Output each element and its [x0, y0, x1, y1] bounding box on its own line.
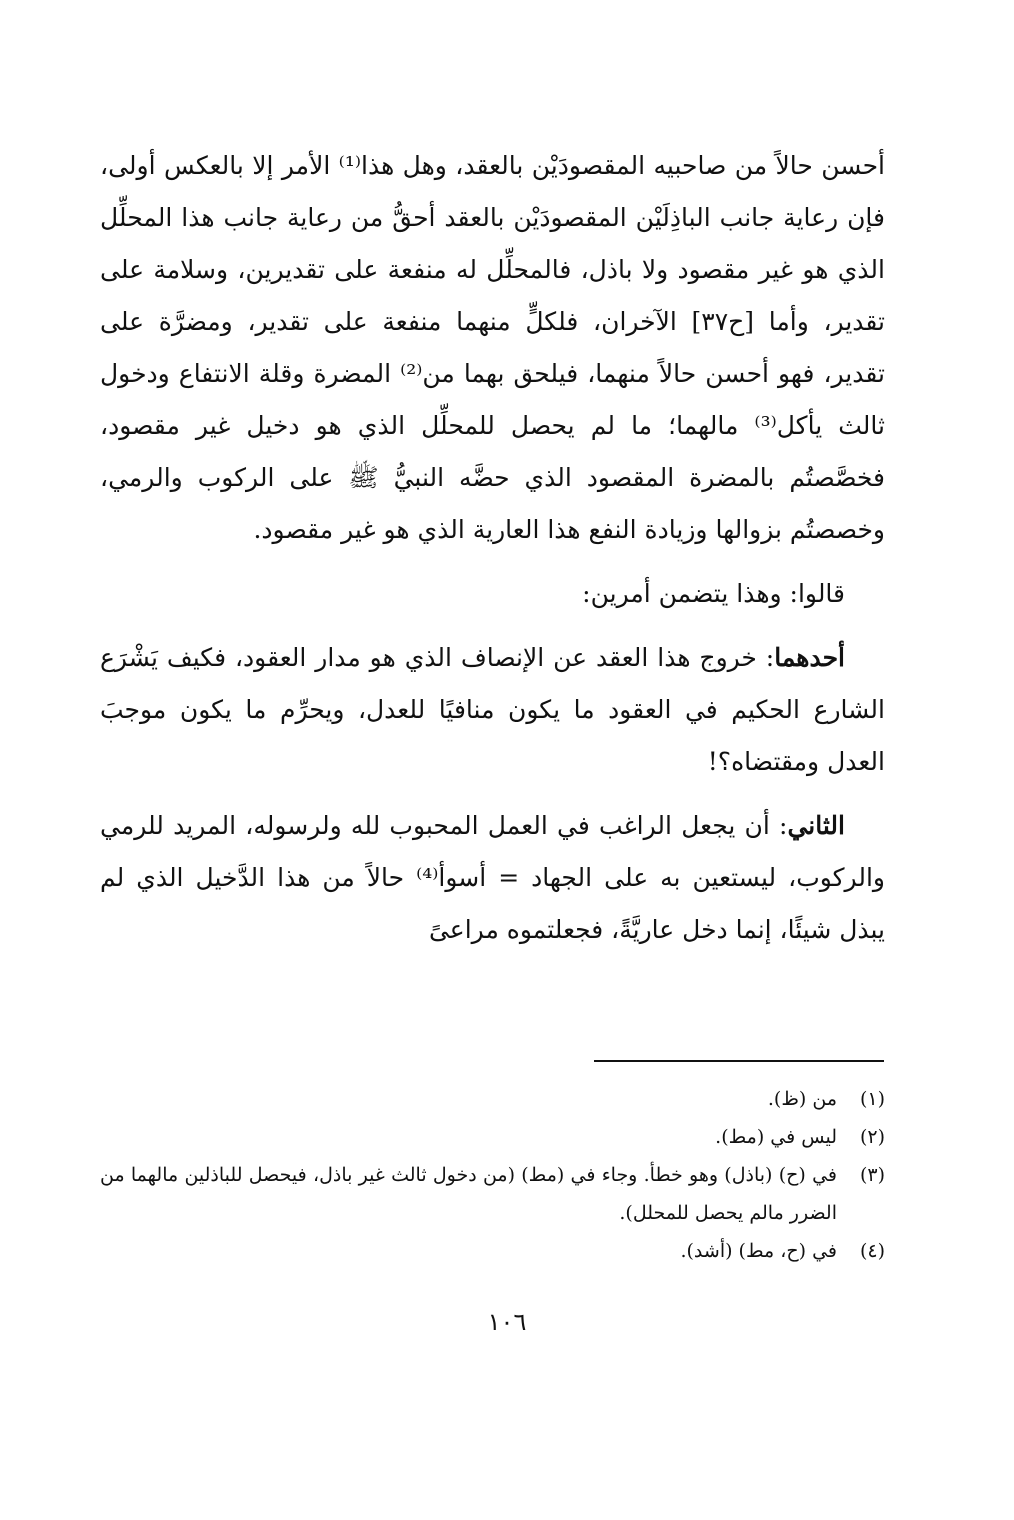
- paragraph-4-text: : أن يجعل الراغب في العمل المحبوب لله ولرسوله، المريد للرمي والركوب، ليستعين به على الجهاد = أسوأ⁽⁴⁾ حالاً من هذا الدَّخيل الذي لم يبذل شيئًا، إنما دخل عاريَّةً، فجعلتموه مراعىً: [100, 811, 885, 944]
- paragraph-3: [100, 632, 885, 788]
- paragraph-4: [100, 800, 885, 956]
- paragraph-3-text: : خروج هذا العقد عن الإنصاف الذي هو مدار العقود، فكيف يَشْرَع الشارع الحكيم في العقود ما يكون منافيًا للعدل، ويحرِّم ما يكون موجبَ العدل ومقتضاه؟!: [100, 643, 885, 776]
- footnote-text: في (ح، مط) (أشد).: [680, 1240, 837, 1262]
- paragraph-1: أحسن حالاً من صاحبيه المقصودَيْن بالعقد، وهل هذا⁽¹⁾ الأمر إلا بالعكس أولى، فإن رعاية جانب الباذِلَيْن المقصودَيْن بالعقد أحقُّ من رعاية جانب هذا المحلِّل الذي هو غير مقصود ولا باذل، فالمحلِّل له منفعة على تقديرين، وسلامة على تقدير، وأما [ح٣٧] الآخران، فلكلٍّ منهما منفعة على تقدير، ومضرَّة على تقدير، فهو أحسن حالاً منهما، فيلحق بهما من⁽²⁾ المضرة وقلة الانتفاع ودخول ثالث يأكل⁽³⁾ مالهما؛ ما لم يحصل للمحلِّل الذي هو دخيل غير مقصود، فخصَّصتُم بالمضرة المقصود الذي حضَّه النبيُّ ﷺ على الركوب والرمي، وخصصتُم بزوالها وزيادة النفع هذا العارية الذي هو غير مقصود.: [100, 151, 886, 544]
- paragraph-4-label: الثاني: [787, 811, 845, 840]
- footnote-text: من (ظ).: [767, 1088, 837, 1110]
- footnote: [100, 1080, 885, 1118]
- paragraph-2: قالوا: وهذا يتضمن أمرين:: [582, 579, 845, 608]
- footnote-number: (٢): [859, 1126, 885, 1148]
- footnote-number: (١): [859, 1088, 885, 1110]
- footnote-separator: [594, 1060, 884, 1062]
- footnote-number: (٣): [859, 1164, 885, 1186]
- page-number: ١٠٦: [487, 1308, 527, 1336]
- footnote: [100, 1118, 885, 1156]
- main-text: [100, 140, 885, 968]
- footnote-text: في (ح) (باذل) وهو خطأ. وجاء في (مط) (من دخول ثالث غير باذل، فيحصل للباذلين مالهما من الضرر مالم يحصل للمحلل).: [100, 1164, 837, 1224]
- footnote-number: (٤): [859, 1240, 885, 1262]
- footnote-text: ليس في (مط).: [715, 1126, 837, 1148]
- footnote: [100, 1156, 885, 1232]
- footnote: [100, 1232, 885, 1270]
- paragraph-3-label: أحدهما: [774, 643, 845, 672]
- footnotes: [100, 1080, 885, 1270]
